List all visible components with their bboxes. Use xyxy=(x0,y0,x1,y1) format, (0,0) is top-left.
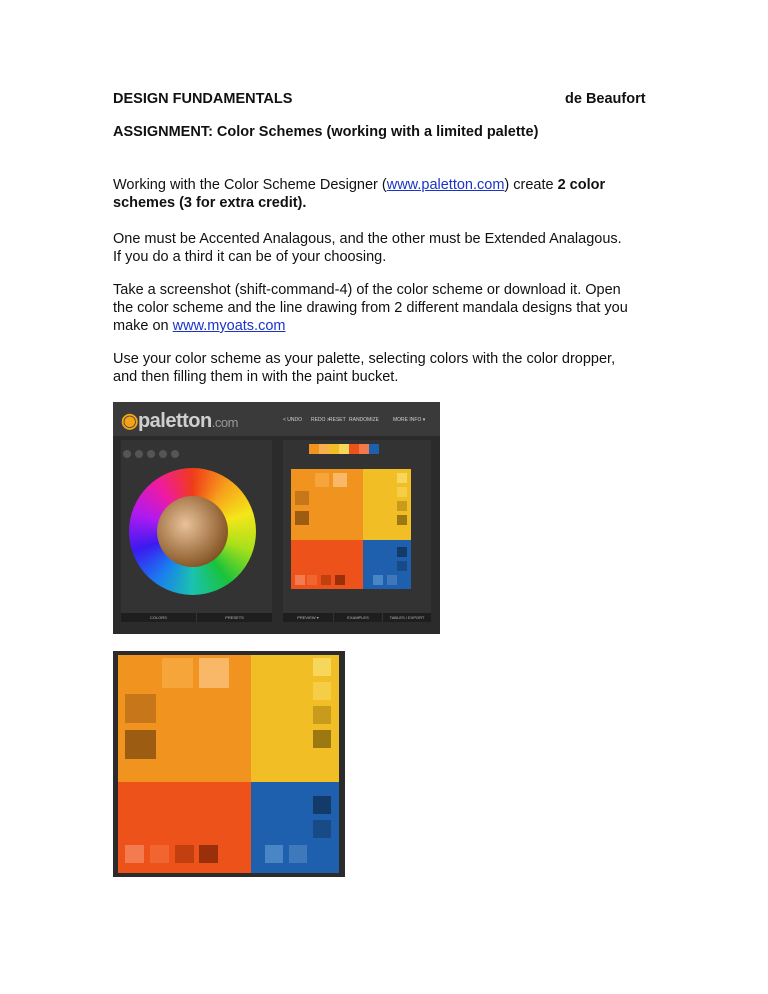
swatch xyxy=(397,561,407,571)
palette-closeup xyxy=(113,651,345,877)
swatch-red-dark xyxy=(175,845,194,863)
menu-undo: < UNDO xyxy=(283,417,303,423)
swatch xyxy=(295,575,305,585)
myoats-link[interactable]: www.myoats.com xyxy=(172,318,286,334)
swatch xyxy=(295,511,309,525)
scheme-icons xyxy=(123,446,193,456)
swatch-orange-light xyxy=(162,658,193,688)
paragraph-instructions xyxy=(113,281,673,335)
paragraph-requirements xyxy=(113,230,673,266)
strip-swatch xyxy=(329,444,339,454)
scheme-icon xyxy=(159,450,167,458)
swatch xyxy=(397,547,407,557)
strip-swatch xyxy=(309,444,319,454)
strip-swatch xyxy=(339,444,349,454)
strip-swatch xyxy=(349,444,359,454)
menu-randomize: RANDOMIZE xyxy=(349,417,379,423)
swatch xyxy=(397,501,407,511)
tab-preview: PREVIEW ▾ xyxy=(283,613,333,622)
swatch-orange-darker xyxy=(125,730,156,759)
logo-suffix: .com xyxy=(211,415,238,430)
text-line: One must be Accented Analagous, and the other must be Extended Analagous. xyxy=(113,231,622,247)
course-title: DESIGN FUNDAMENTALS xyxy=(113,91,293,107)
text-run-bold: 2 color xyxy=(557,177,606,193)
color-wheel xyxy=(129,468,256,595)
text-line: the color scheme and the line drawing from 2 different mandala designs that you xyxy=(113,300,628,316)
swatch xyxy=(397,515,407,525)
text-line-bold: schemes (3 for extra credit). xyxy=(113,195,307,211)
swatch-blue-light xyxy=(265,845,283,863)
tab-tables-export: TABLES / EXPORT xyxy=(383,613,431,622)
menu-more-info: MORE INFO ▾ xyxy=(393,417,426,423)
tab-examples: EXAMPLES xyxy=(334,613,382,622)
scheme-icon xyxy=(147,450,155,458)
swatch xyxy=(397,473,407,483)
menu-reset: RESET xyxy=(329,417,346,423)
text-run: make on xyxy=(113,318,173,334)
swatch-red-lighter xyxy=(150,845,169,863)
tab-colors: COLORS xyxy=(121,613,196,622)
swatch xyxy=(387,575,397,585)
swatch xyxy=(335,575,345,585)
instructor-name: de Beaufort xyxy=(565,91,646,107)
paletton-screenshot xyxy=(113,402,440,634)
logo-text: paletton xyxy=(137,410,212,432)
strip-swatch xyxy=(319,444,329,454)
swatch-red-light xyxy=(125,845,144,863)
strip-swatch xyxy=(359,444,369,454)
scheme-icon xyxy=(135,450,143,458)
swatch-blue-lighter xyxy=(289,845,307,863)
swatch-yellow-lighter xyxy=(313,682,331,700)
swatch-blue-dark xyxy=(313,796,331,814)
swatch-orange-dark xyxy=(125,694,156,723)
swatch-yellow-darker xyxy=(313,730,331,748)
paragraph-palette-usage xyxy=(113,350,673,386)
screenshot-palette xyxy=(291,469,411,589)
swatch-yellow-dark xyxy=(313,706,331,724)
swatch-blue-darker xyxy=(313,820,331,838)
paletton-topbar xyxy=(113,402,440,436)
swatch xyxy=(321,575,331,585)
swatch xyxy=(373,575,383,585)
swatch xyxy=(315,473,329,487)
text-line: Use your color scheme as your palette, selecting colors with the color dropper, xyxy=(113,351,616,367)
assignment-title: ASSIGNMENT: Color Schemes (working with a limited palette) xyxy=(113,124,539,140)
swatch-red-darker xyxy=(199,845,218,863)
menu-redo: REDO > xyxy=(311,417,330,423)
swatch xyxy=(295,491,309,505)
tab-presets: PRESETS xyxy=(197,613,272,622)
text-run: ) create xyxy=(504,177,558,193)
text-line: and then filling them in with the paint bucket. xyxy=(113,369,399,385)
paletton-logo: ◉paletton.com xyxy=(121,410,238,432)
paragraph-intro xyxy=(113,176,673,212)
color-wheel-center xyxy=(157,496,228,567)
swatch-yellow-light xyxy=(313,658,331,676)
text-line: If you do a third it can be of your choosing. xyxy=(113,249,387,265)
text-line: Take a screenshot (shift-command-4) of the color scheme or download it. Open xyxy=(113,282,621,298)
paletton-link[interactable]: www.paletton.com xyxy=(386,177,505,193)
strip-swatch xyxy=(369,444,379,454)
scheme-icon xyxy=(123,450,131,458)
scheme-icon xyxy=(171,450,179,458)
swatch xyxy=(397,487,407,497)
color-strip xyxy=(309,444,385,454)
text-run: Working with the Color Scheme Designer ( xyxy=(113,177,387,193)
swatch xyxy=(333,473,347,487)
swatch-orange-lighter xyxy=(199,658,229,688)
swatch xyxy=(307,575,317,585)
